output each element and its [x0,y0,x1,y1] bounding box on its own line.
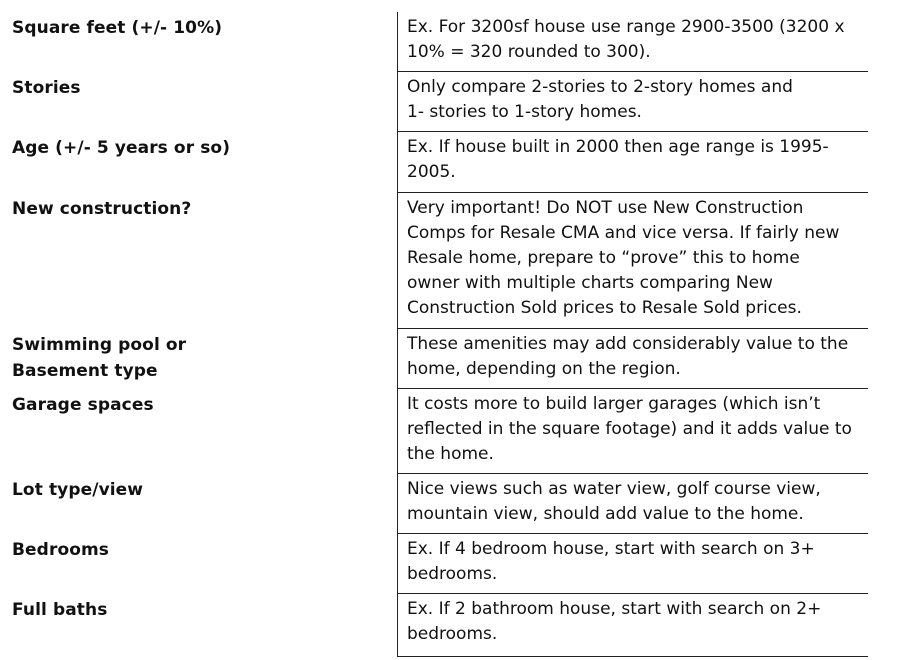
criteria-label: Full baths [12,600,108,620]
row-divider [397,131,868,132]
criteria-description [407,537,872,587]
description-line: Nice views such as water view, golf course view, [407,479,821,499]
criteria-description [407,332,872,382]
description-line: bedrooms. [407,564,498,584]
criteria-label: Lot type/view [12,480,144,500]
description-line: bedrooms. [407,624,498,644]
row-divider [397,192,868,193]
description-line: These amenities may add considerably value to the [407,334,849,354]
criteria-label: Square feet (+/- 10%) [12,18,223,38]
description-line: mountain view, should add value to the home. [407,504,804,524]
row-divider [397,388,868,389]
criteria-label: New construction? [12,199,192,219]
criteria-description [407,597,872,647]
description-line: Ex. If 4 bedroom house, start with search on 3+ [407,539,815,559]
description-line: the home. [407,444,494,464]
row-divider [397,328,868,329]
description-line: reflected in the square footage) and it adds value to [407,419,852,439]
criteria-description [407,135,872,185]
description-line: Construction Sold prices to Resale Sold prices. [407,298,802,318]
description-line: Only compare 2-stories to 2-story homes and [407,77,793,97]
description-line: Ex. If house built in 2000 then age range is 1995- [407,137,829,157]
row-divider [397,473,868,474]
description-line: owner with multiple charts comparing New [407,273,773,293]
criteria-label: Garage spaces [12,395,154,415]
description-line: 1- stories to 1-story homes. [407,102,642,122]
criteria-description [407,15,872,65]
description-line: Ex. For 3200sf house use range 2900-3500 (3200 x [407,17,845,37]
row-divider [397,533,868,534]
description-line: home, depending on the region. [407,359,681,379]
criteria-description [407,392,872,467]
description-line: Resale home, prepare to “prove” this to home [407,248,800,268]
criteria-description [407,196,872,321]
row-divider [397,593,868,594]
description-line: Comps for Resale CMA and vice versa. If fairly new [407,223,840,243]
description-line: Ex. If 2 bathroom house, start with search on 2+ [407,599,822,619]
criteria-label: Stories [12,78,81,98]
criteria-label: Swimming pool or Basement type [12,335,187,381]
row-divider [397,71,868,72]
row-divider [397,656,868,657]
description-line: Very important! Do NOT use New Construction [407,198,804,218]
description-line: 10% = 320 rounded to 300). [407,42,651,62]
description-line: It costs more to build larger garages (which isn’t [407,394,821,414]
criteria-description [407,75,872,125]
criteria-description [407,477,872,527]
criteria-label: Age (+/- 5 years or so) [12,138,231,158]
column-divider [397,12,398,657]
criteria-label: Bedrooms [12,540,110,560]
description-line: 2005. [407,162,456,182]
